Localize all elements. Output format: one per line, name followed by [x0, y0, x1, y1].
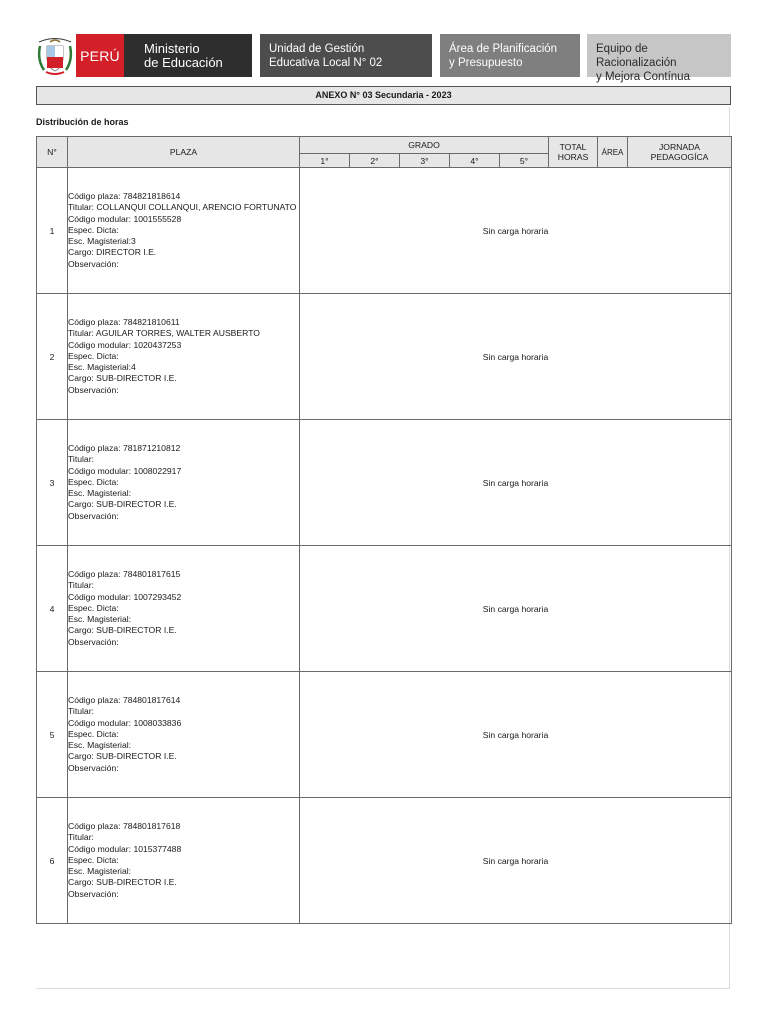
- carga-cell: Sin carga horaria: [300, 420, 732, 546]
- plaza-cell: [68, 420, 300, 546]
- plaza-line: Código plaza: 784801817618: [68, 821, 181, 832]
- row-number: 5: [37, 672, 68, 798]
- plaza-cell: [68, 672, 300, 798]
- plaza-line: Observación:: [68, 762, 119, 773]
- carga-cell: Sin carga horaria: [300, 168, 732, 294]
- header-total-horas: [549, 137, 598, 168]
- plaza-line: Cargo: SUB-DIRECTOR I.E.: [68, 751, 177, 762]
- header-jornada: [628, 137, 732, 168]
- plaza-line: Titular: AGUILAR TORRES, WALTER AUSBERTO: [68, 328, 260, 339]
- ministry-line-1: Ministerio: [144, 41, 200, 56]
- table-row: [37, 420, 732, 546]
- plaza-line: Esc. Magisterial:: [68, 488, 132, 499]
- plaza-cell: [68, 294, 300, 420]
- plaza-line: Titular:: [68, 580, 94, 591]
- header-grado-3: 3°: [400, 154, 450, 168]
- header-jornada-line-1: JORNADA: [658, 142, 701, 152]
- ugel-line-1: Unidad de Gestión: [269, 43, 365, 55]
- row-number: 4: [37, 546, 68, 672]
- plaza-line: Código modular: 1007293452: [68, 591, 182, 602]
- header-grado-1: 1°: [300, 154, 350, 168]
- header-total-line-1: TOTAL: [559, 142, 587, 152]
- header-jornada-line-2: PEDAGOGÍCA: [650, 152, 709, 162]
- plaza-line: Cargo: SUB-DIRECTOR I.E.: [68, 499, 177, 510]
- equipo-racionalizacion: [587, 34, 731, 83]
- header-plaza: PLAZA: [68, 137, 300, 168]
- plaza-line: Código plaza: 784821818614: [68, 191, 181, 202]
- plaza-line: Titular:: [68, 454, 94, 465]
- carga-cell: Sin carga horaria: [300, 672, 732, 798]
- table-row: [37, 294, 732, 420]
- plaza-line: Titular:: [68, 706, 94, 717]
- plaza-cell: [68, 168, 300, 294]
- plaza-line: Cargo: SUB-DIRECTOR I.E.: [68, 625, 177, 636]
- carga-cell: Sin carga horaria: [300, 546, 732, 672]
- row-number: 3: [37, 420, 68, 546]
- plaza-line: Código modular: 1008022917: [68, 465, 182, 476]
- plaza-line: Observación:: [68, 384, 119, 395]
- header-grado-2: 2°: [350, 154, 400, 168]
- plaza-cell: [68, 798, 300, 924]
- area-line-1: Área de Planificación: [449, 43, 558, 55]
- carga-cell: Sin carga horaria: [300, 798, 732, 924]
- plaza-line: Espec. Dicta:: [68, 602, 119, 613]
- row-number: 2: [37, 294, 68, 420]
- table-row: [37, 546, 732, 672]
- plaza-cell: [68, 546, 300, 672]
- plaza-line: Esc. Magisterial:: [68, 614, 132, 625]
- plaza-line: Observación:: [68, 510, 119, 521]
- plaza-line: Esc. Magisterial:4: [68, 362, 136, 373]
- area-line-2: y Presupuesto: [449, 57, 523, 69]
- header-grado: GRADO: [300, 137, 549, 154]
- plaza-line: Código modular: 1015377488: [68, 843, 182, 854]
- header-grado-4: 4°: [450, 154, 500, 168]
- plaza-line: Código plaza: 784801817614: [68, 695, 181, 706]
- ministry-name: [124, 34, 252, 77]
- plaza-line: Código plaza: 781871210812: [68, 443, 181, 454]
- header-total-line-2: HORAS: [557, 152, 589, 162]
- plaza-line: Código modular: 1008033836: [68, 717, 182, 728]
- row-number: 6: [37, 798, 68, 924]
- plaza-line: Espec. Dicta:: [68, 728, 119, 739]
- coat-of-arms-logo: [36, 34, 74, 77]
- plaza-line: Cargo: DIRECTOR I.E.: [68, 247, 157, 258]
- row-number: 1: [37, 168, 68, 294]
- peru-label: PERÚ: [76, 34, 124, 77]
- section-label: Distribución de horas: [36, 117, 129, 127]
- document-title: ANEXO N° 03 Secundaria - 2023: [36, 86, 731, 105]
- header-grado-5: 5°: [500, 154, 549, 168]
- header-banner: [36, 34, 731, 83]
- plaza-line: Espec. Dicta:: [68, 476, 119, 487]
- plaza-line: Cargo: SUB-DIRECTOR I.E.: [68, 373, 177, 384]
- ministry-line-2: de Educación: [144, 55, 223, 70]
- plaza-line: Código plaza: 784821810611: [68, 317, 180, 328]
- header-area: ÁREA: [598, 137, 628, 168]
- plaza-line: Esc. Magisterial:: [68, 866, 132, 877]
- table-row: [37, 798, 732, 924]
- plaza-line: Esc. Magisterial:: [68, 740, 132, 751]
- plaza-line: Espec. Dicta:: [68, 224, 119, 235]
- plaza-line: Observación:: [68, 636, 119, 647]
- equipo-line-2: y Mejora Contínua: [596, 71, 690, 83]
- ugel-name: [260, 34, 432, 77]
- hours-table: [36, 136, 732, 924]
- equipo-line-1: Equipo de Racionalización: [596, 43, 677, 69]
- plaza-line: Observación:: [68, 258, 119, 269]
- plaza-line: Código modular: 1020437253: [68, 339, 182, 350]
- plaza-line: Titular:: [68, 832, 94, 843]
- plaza-line: Observación:: [68, 888, 119, 899]
- carga-cell: Sin carga horaria: [300, 294, 732, 420]
- plaza-line: Código plaza: 784801817615: [68, 569, 181, 580]
- table-row: [37, 672, 732, 798]
- plaza-line: Espec. Dicta:: [68, 350, 119, 361]
- plaza-line: Esc. Magisterial:3: [68, 236, 136, 247]
- ugel-line-2: Educativa Local N° 02: [269, 57, 383, 69]
- plaza-line: Espec. Dicta:: [68, 854, 119, 865]
- header-num: N°: [37, 137, 68, 168]
- plaza-line: Código modular: 1001555528: [68, 213, 182, 224]
- area-planificacion: [440, 34, 580, 77]
- table-row: [37, 168, 732, 294]
- plaza-line: Titular: COLLANQUI COLLANQUI, ARENCIO FORTUNATO: [68, 202, 297, 213]
- plaza-line: Cargo: SUB-DIRECTOR I.E.: [68, 877, 177, 888]
